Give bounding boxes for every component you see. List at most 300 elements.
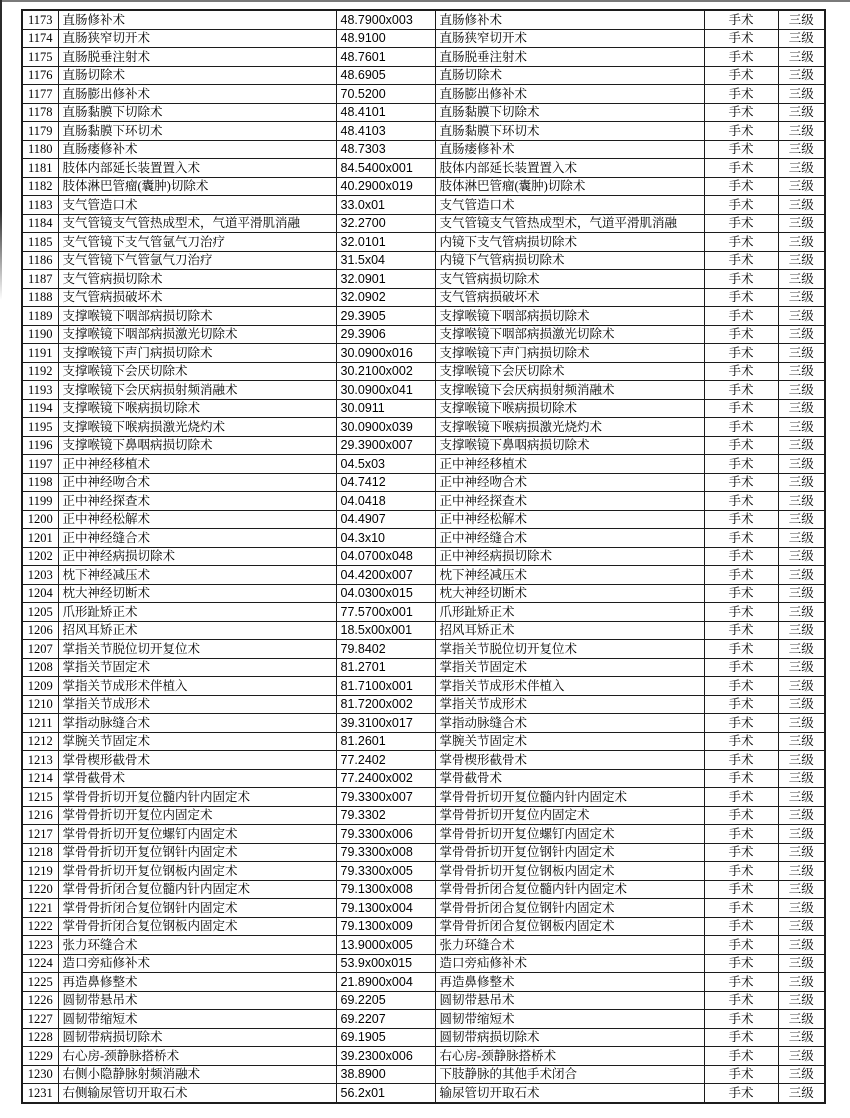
category-cell: 手术 — [704, 196, 778, 215]
category-cell: 手术 — [704, 288, 778, 307]
procedure-code-cell: 31.5x04 — [336, 251, 435, 270]
procedure-name-cell: 支撑喉镜下会厌病损射频消融术 — [58, 381, 336, 400]
standard-name-cell: 掌骨截骨术 — [435, 769, 704, 788]
category-cell: 手术 — [704, 1065, 778, 1084]
standard-name-cell: 支撑喉镜下喉病损切除术 — [435, 399, 704, 418]
category-cell: 手术 — [704, 714, 778, 733]
row-number-cell: 1224 — [22, 954, 58, 973]
standard-name-cell: 支撑喉镜下声门病损切除术 — [435, 344, 704, 363]
table-row — [22, 381, 825, 400]
row-number-cell: 1216 — [22, 806, 58, 825]
procedure-name-cell: 支撑喉镜下咽部病损激光切除术 — [58, 325, 336, 344]
table-row — [22, 362, 825, 381]
category-cell: 手术 — [704, 214, 778, 233]
category-cell: 手术 — [704, 103, 778, 122]
category-cell: 手术 — [704, 1010, 778, 1029]
procedure-name-cell: 正中神经吻合术 — [58, 473, 336, 492]
table-row — [22, 66, 825, 85]
procedure-code-cell: 69.2207 — [336, 1010, 435, 1029]
scan-artifact-top-edge — [0, 0, 850, 2]
row-number-cell: 1175 — [22, 48, 58, 67]
procedure-code-cell: 69.1905 — [336, 1028, 435, 1047]
procedure-code-cell: 30.0900x039 — [336, 418, 435, 437]
procedure-name-cell: 张力环缝合术 — [58, 936, 336, 955]
level-cell: 三级 — [778, 122, 825, 141]
row-number-cell: 1185 — [22, 233, 58, 252]
procedure-code-cell: 81.2601 — [336, 732, 435, 751]
procedure-name-cell: 直肠修补术 — [58, 10, 336, 29]
category-cell: 手术 — [704, 862, 778, 881]
procedure-code-cell: 79.8402 — [336, 640, 435, 659]
table-row — [22, 251, 825, 270]
procedure-code-cell: 29.3905 — [336, 307, 435, 326]
standard-name-cell: 造口旁疝修补术 — [435, 954, 704, 973]
procedure-name-cell: 掌指关节固定术 — [58, 658, 336, 677]
table-row — [22, 658, 825, 677]
category-cell: 手术 — [704, 917, 778, 936]
procedure-code-cell: 79.3300x007 — [336, 788, 435, 807]
table-row — [22, 973, 825, 992]
procedure-code-cell: 48.4101 — [336, 103, 435, 122]
procedure-grade-table — [21, 9, 826, 1104]
category-cell: 手术 — [704, 732, 778, 751]
category-cell: 手术 — [704, 85, 778, 104]
standard-name-cell: 直肠瘘修补术 — [435, 140, 704, 159]
row-number-cell: 1206 — [22, 621, 58, 640]
row-number-cell: 1213 — [22, 751, 58, 770]
row-number-cell: 1229 — [22, 1047, 58, 1066]
table-row — [22, 1010, 825, 1029]
level-cell: 三级 — [778, 621, 825, 640]
table-row — [22, 640, 825, 659]
row-number-cell: 1191 — [22, 344, 58, 363]
standard-name-cell: 正中神经移植术 — [435, 455, 704, 474]
standard-name-cell: 直肠修补术 — [435, 10, 704, 29]
table-row — [22, 991, 825, 1010]
procedure-code-cell: 77.5700x001 — [336, 603, 435, 622]
category-cell: 手术 — [704, 788, 778, 807]
standard-name-cell: 枕下神经减压术 — [435, 566, 704, 585]
row-number-cell: 1222 — [22, 917, 58, 936]
procedure-name-cell: 支撑喉镜下喉病损激光烧灼术 — [58, 418, 336, 437]
category-cell: 手术 — [704, 159, 778, 178]
table-row — [22, 677, 825, 696]
table-row — [22, 103, 825, 122]
procedure-name-cell: 掌指关节成形术伴植入 — [58, 677, 336, 696]
standard-name-cell: 直肠切除术 — [435, 66, 704, 85]
table-row — [22, 769, 825, 788]
category-cell: 手术 — [704, 399, 778, 418]
procedure-name-cell: 枕大神经切断术 — [58, 584, 336, 603]
procedure-name-cell: 支撑喉镜下声门病损切除术 — [58, 344, 336, 363]
table-row — [22, 936, 825, 955]
row-number-cell: 1192 — [22, 362, 58, 381]
procedure-name-cell: 造口旁疝修补术 — [58, 954, 336, 973]
procedure-name-cell: 支气管镜下支气管氩气刀治疗 — [58, 233, 336, 252]
procedure-name-cell: 正中神经松解术 — [58, 510, 336, 529]
category-cell: 手术 — [704, 899, 778, 918]
level-cell: 三级 — [778, 381, 825, 400]
procedure-name-cell: 支气管病损切除术 — [58, 270, 336, 289]
procedure-name-cell: 右侧输尿管切开取石术 — [58, 1084, 336, 1103]
level-cell: 三级 — [778, 862, 825, 881]
procedure-code-cell: 48.7303 — [336, 140, 435, 159]
procedure-name-cell: 直肠狭窄切开术 — [58, 29, 336, 48]
procedure-code-cell: 48.7601 — [336, 48, 435, 67]
standard-name-cell: 支撑喉镜下咽部病损激光切除术 — [435, 325, 704, 344]
row-number-cell: 1205 — [22, 603, 58, 622]
standard-name-cell: 正中神经缝合术 — [435, 529, 704, 548]
procedure-code-cell: 48.9100 — [336, 29, 435, 48]
row-number-cell: 1187 — [22, 270, 58, 289]
standard-name-cell: 下肢静脉的其他手术闭合 — [435, 1065, 704, 1084]
table-row — [22, 566, 825, 585]
level-cell: 三级 — [778, 825, 825, 844]
standard-name-cell: 支撑喉镜下鼻咽病损切除术 — [435, 436, 704, 455]
category-cell: 手术 — [704, 10, 778, 29]
level-cell: 三级 — [778, 1047, 825, 1066]
standard-name-cell: 掌骨骨折切开复位钢板内固定术 — [435, 862, 704, 881]
level-cell: 三级 — [778, 325, 825, 344]
table-row — [22, 177, 825, 196]
standard-name-cell: 再造鼻修整术 — [435, 973, 704, 992]
procedure-name-cell: 支气管镜支气管热成型术，气道平滑肌消融 — [58, 214, 336, 233]
category-cell: 手术 — [704, 1084, 778, 1103]
level-cell: 三级 — [778, 399, 825, 418]
row-number-cell: 1231 — [22, 1084, 58, 1103]
category-cell: 手术 — [704, 233, 778, 252]
category-cell: 手术 — [704, 936, 778, 955]
procedure-code-cell: 48.4103 — [336, 122, 435, 141]
table-row — [22, 1065, 825, 1084]
level-cell: 三级 — [778, 48, 825, 67]
category-cell: 手术 — [704, 362, 778, 381]
procedure-code-cell: 04.3x10 — [336, 529, 435, 548]
procedure-code-cell: 79.3300x006 — [336, 825, 435, 844]
level-cell: 三级 — [778, 658, 825, 677]
row-number-cell: 1193 — [22, 381, 58, 400]
row-number-cell: 1178 — [22, 103, 58, 122]
table-row — [22, 529, 825, 548]
category-cell: 手术 — [704, 991, 778, 1010]
procedure-name-cell: 支气管病损破坏术 — [58, 288, 336, 307]
table-row — [22, 233, 825, 252]
row-number-cell: 1195 — [22, 418, 58, 437]
procedure-code-cell: 32.0901 — [336, 270, 435, 289]
standard-name-cell: 掌骨骨折切开复位内固定术 — [435, 806, 704, 825]
table-row — [22, 603, 825, 622]
procedure-name-cell: 掌骨骨折闭合复位钢针内固定术 — [58, 899, 336, 918]
procedure-name-cell: 支撑喉镜下咽部病损切除术 — [58, 307, 336, 326]
procedure-code-cell: 39.3100x017 — [336, 714, 435, 733]
table-row — [22, 455, 825, 474]
table-row — [22, 492, 825, 511]
level-cell: 三级 — [778, 566, 825, 585]
row-number-cell: 1198 — [22, 473, 58, 492]
procedure-code-cell: 18.5x00x001 — [336, 621, 435, 640]
category-cell: 手术 — [704, 492, 778, 511]
procedure-code-cell: 48.6905 — [336, 66, 435, 85]
standard-name-cell: 正中神经探查术 — [435, 492, 704, 511]
procedure-name-cell: 圆韧带悬吊术 — [58, 991, 336, 1010]
procedure-code-cell: 81.2701 — [336, 658, 435, 677]
standard-name-cell: 掌骨骨折切开复位螺钉内固定术 — [435, 825, 704, 844]
level-cell: 三级 — [778, 529, 825, 548]
row-number-cell: 1183 — [22, 196, 58, 215]
level-cell: 三级 — [778, 66, 825, 85]
row-number-cell: 1214 — [22, 769, 58, 788]
level-cell: 三级 — [778, 1028, 825, 1047]
procedure-code-cell: 81.7200x002 — [336, 695, 435, 714]
procedure-code-cell: 04.4200x007 — [336, 566, 435, 585]
procedure-name-cell: 再造鼻修整术 — [58, 973, 336, 992]
level-cell: 三级 — [778, 85, 825, 104]
level-cell: 三级 — [778, 954, 825, 973]
row-number-cell: 1227 — [22, 1010, 58, 1029]
category-cell: 手术 — [704, 529, 778, 548]
category-cell: 手术 — [704, 140, 778, 159]
category-cell: 手术 — [704, 455, 778, 474]
procedure-name-cell: 招风耳矫正术 — [58, 621, 336, 640]
level-cell: 三级 — [778, 936, 825, 955]
procedure-name-cell: 直肠黏膜下切除术 — [58, 103, 336, 122]
table-row — [22, 288, 825, 307]
table-row — [22, 1028, 825, 1047]
level-cell: 三级 — [778, 251, 825, 270]
procedure-name-cell: 支撑喉镜下喉病损切除术 — [58, 399, 336, 418]
row-number-cell: 1180 — [22, 140, 58, 159]
procedure-code-cell: 04.0418 — [336, 492, 435, 511]
table-row — [22, 695, 825, 714]
table-row — [22, 270, 825, 289]
standard-name-cell: 掌骨骨折闭合复位髓内针内固定术 — [435, 880, 704, 899]
level-cell: 三级 — [778, 917, 825, 936]
procedure-code-cell: 38.8900 — [336, 1065, 435, 1084]
procedure-name-cell: 支气管造口术 — [58, 196, 336, 215]
category-cell: 手术 — [704, 880, 778, 899]
table-row — [22, 732, 825, 751]
standard-name-cell: 圆韧带缩短术 — [435, 1010, 704, 1029]
table-row — [22, 29, 825, 48]
table-row — [22, 399, 825, 418]
row-number-cell: 1181 — [22, 159, 58, 178]
procedure-name-cell: 正中神经移植术 — [58, 455, 336, 474]
level-cell: 三级 — [778, 270, 825, 289]
table-row — [22, 510, 825, 529]
procedure-name-cell: 正中神经病损切除术 — [58, 547, 336, 566]
table-row — [22, 214, 825, 233]
standard-name-cell: 支撑喉镜下喉病损激光烧灼术 — [435, 418, 704, 437]
category-cell: 手术 — [704, 418, 778, 437]
row-number-cell: 1203 — [22, 566, 58, 585]
standard-name-cell: 直肠黏膜下环切术 — [435, 122, 704, 141]
procedure-name-cell: 爪形趾矫正术 — [58, 603, 336, 622]
level-cell: 三级 — [778, 140, 825, 159]
category-cell: 手术 — [704, 566, 778, 585]
category-cell: 手术 — [704, 1047, 778, 1066]
category-cell: 手术 — [704, 48, 778, 67]
category-cell: 手术 — [704, 325, 778, 344]
standard-name-cell: 张力环缝合术 — [435, 936, 704, 955]
procedure-name-cell: 直肠切除术 — [58, 66, 336, 85]
level-cell: 三级 — [778, 899, 825, 918]
category-cell: 手术 — [704, 29, 778, 48]
procedure-name-cell: 掌骨骨折闭合复位钢板内固定术 — [58, 917, 336, 936]
standard-name-cell: 圆韧带悬吊术 — [435, 991, 704, 1010]
row-number-cell: 1174 — [22, 29, 58, 48]
table-row — [22, 85, 825, 104]
category-cell: 手术 — [704, 122, 778, 141]
level-cell: 三级 — [778, 584, 825, 603]
level-cell: 三级 — [778, 640, 825, 659]
procedure-code-cell: 56.2x01 — [336, 1084, 435, 1103]
row-number-cell: 1176 — [22, 66, 58, 85]
level-cell: 三级 — [778, 103, 825, 122]
standard-name-cell: 内镜下支气管病损切除术 — [435, 233, 704, 252]
procedure-name-cell: 直肠脱垂注射术 — [58, 48, 336, 67]
row-number-cell: 1215 — [22, 788, 58, 807]
row-number-cell: 1173 — [22, 10, 58, 29]
table-row — [22, 751, 825, 770]
level-cell: 三级 — [778, 233, 825, 252]
category-cell: 手术 — [704, 270, 778, 289]
row-number-cell: 1226 — [22, 991, 58, 1010]
category-cell: 手术 — [704, 769, 778, 788]
procedure-code-cell: 79.1300x004 — [336, 899, 435, 918]
level-cell: 三级 — [778, 455, 825, 474]
standard-name-cell: 肢体内部延长装置置入术 — [435, 159, 704, 178]
row-number-cell: 1208 — [22, 658, 58, 677]
procedure-code-cell: 48.7900x003 — [336, 10, 435, 29]
procedure-name-cell: 掌骨截骨术 — [58, 769, 336, 788]
row-number-cell: 1230 — [22, 1065, 58, 1084]
procedure-code-cell: 04.0700x048 — [336, 547, 435, 566]
category-cell: 手术 — [704, 843, 778, 862]
standard-name-cell: 掌骨楔形截骨术 — [435, 751, 704, 770]
procedure-code-cell: 53.9x00x015 — [336, 954, 435, 973]
category-cell: 手术 — [704, 677, 778, 696]
procedure-code-cell: 81.7100x001 — [336, 677, 435, 696]
standard-name-cell: 掌骨骨折闭合复位钢板内固定术 — [435, 917, 704, 936]
table-row — [22, 917, 825, 936]
row-number-cell: 1221 — [22, 899, 58, 918]
table-row — [22, 788, 825, 807]
standard-name-cell: 掌指关节脱位切开复位术 — [435, 640, 704, 659]
level-cell: 三级 — [778, 196, 825, 215]
table-row — [22, 140, 825, 159]
standard-name-cell: 支撑喉镜下会厌病损射频消融术 — [435, 381, 704, 400]
table-row — [22, 825, 825, 844]
category-cell: 手术 — [704, 66, 778, 85]
row-number-cell: 1207 — [22, 640, 58, 659]
level-cell: 三级 — [778, 1065, 825, 1084]
procedure-name-cell: 直肠瘘修补术 — [58, 140, 336, 159]
row-number-cell: 1200 — [22, 510, 58, 529]
table-row — [22, 418, 825, 437]
standard-name-cell: 支撑喉镜下会厌切除术 — [435, 362, 704, 381]
level-cell: 三级 — [778, 788, 825, 807]
row-number-cell: 1202 — [22, 547, 58, 566]
procedure-code-cell: 32.2700 — [336, 214, 435, 233]
standard-name-cell: 掌指动脉缝合术 — [435, 714, 704, 733]
table-row — [22, 159, 825, 178]
level-cell: 三级 — [778, 732, 825, 751]
level-cell: 三级 — [778, 714, 825, 733]
table-row — [22, 714, 825, 733]
level-cell: 三级 — [778, 677, 825, 696]
table-row — [22, 899, 825, 918]
row-number-cell: 1219 — [22, 862, 58, 881]
category-cell: 手术 — [704, 177, 778, 196]
level-cell: 三级 — [778, 288, 825, 307]
standard-name-cell: 掌指关节固定术 — [435, 658, 704, 677]
level-cell: 三级 — [778, 880, 825, 899]
level-cell: 三级 — [778, 344, 825, 363]
standard-name-cell: 输尿管切开取石术 — [435, 1084, 704, 1103]
standard-name-cell: 支气管病损破坏术 — [435, 288, 704, 307]
procedure-name-cell: 掌指关节成形术 — [58, 695, 336, 714]
procedure-name-cell: 掌骨骨折切开复位钢针内固定术 — [58, 843, 336, 862]
standard-name-cell: 爪形趾矫正术 — [435, 603, 704, 622]
standard-name-cell: 正中神经吻合术 — [435, 473, 704, 492]
category-cell: 手术 — [704, 307, 778, 326]
row-number-cell: 1182 — [22, 177, 58, 196]
procedure-code-cell: 30.0900x041 — [336, 381, 435, 400]
level-cell: 三级 — [778, 510, 825, 529]
level-cell: 三级 — [778, 991, 825, 1010]
standard-name-cell: 枕大神经切断术 — [435, 584, 704, 603]
table-row — [22, 806, 825, 825]
standard-name-cell: 掌骨骨折闭合复位钢针内固定术 — [435, 899, 704, 918]
row-number-cell: 1184 — [22, 214, 58, 233]
procedure-code-cell: 79.3300x008 — [336, 843, 435, 862]
procedure-name-cell: 直肠膨出修补术 — [58, 85, 336, 104]
row-number-cell: 1217 — [22, 825, 58, 844]
row-number-cell: 1199 — [22, 492, 58, 511]
level-cell: 三级 — [778, 307, 825, 326]
procedure-code-cell: 77.2400x002 — [336, 769, 435, 788]
standard-name-cell: 直肠狭窄切开术 — [435, 29, 704, 48]
table-body — [22, 10, 825, 1103]
table-row — [22, 122, 825, 141]
category-cell: 手术 — [704, 973, 778, 992]
category-cell: 手术 — [704, 640, 778, 659]
row-number-cell: 1218 — [22, 843, 58, 862]
row-number-cell: 1223 — [22, 936, 58, 955]
standard-name-cell: 掌指关节成形术伴植入 — [435, 677, 704, 696]
procedure-name-cell: 掌骨骨折切开复位钢板内固定术 — [58, 862, 336, 881]
row-number-cell: 1179 — [22, 122, 58, 141]
procedure-name-cell: 圆韧带病损切除术 — [58, 1028, 336, 1047]
row-number-cell: 1225 — [22, 973, 58, 992]
category-cell: 手术 — [704, 751, 778, 770]
procedure-code-cell: 79.3302 — [336, 806, 435, 825]
table-row — [22, 862, 825, 881]
procedure-code-cell: 84.5400x001 — [336, 159, 435, 178]
row-number-cell: 1210 — [22, 695, 58, 714]
table-row — [22, 584, 825, 603]
level-cell: 三级 — [778, 603, 825, 622]
row-number-cell: 1220 — [22, 880, 58, 899]
procedure-code-cell: 70.5200 — [336, 85, 435, 104]
standard-name-cell: 掌指关节成形术 — [435, 695, 704, 714]
procedure-code-cell: 77.2402 — [336, 751, 435, 770]
row-number-cell: 1190 — [22, 325, 58, 344]
standard-name-cell: 支气管造口术 — [435, 196, 704, 215]
scan-artifact-left-edge — [0, 0, 2, 300]
category-cell: 手术 — [704, 658, 778, 677]
procedure-code-cell: 69.2205 — [336, 991, 435, 1010]
